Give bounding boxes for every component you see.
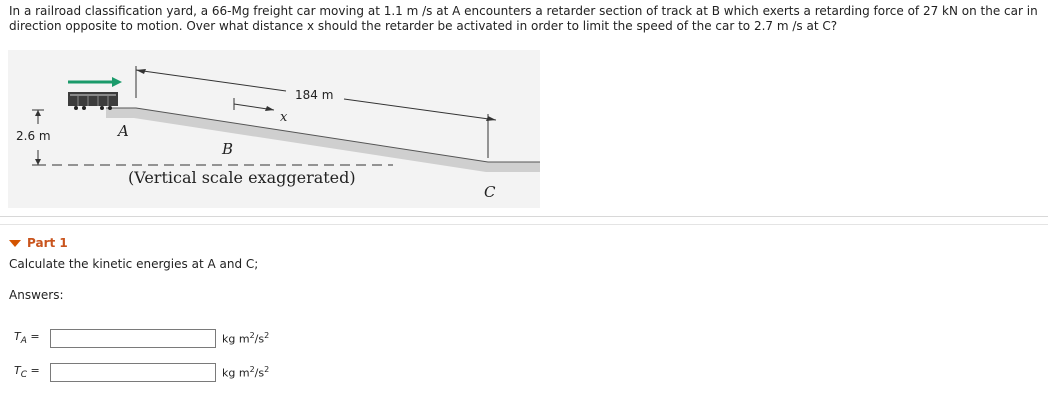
tc-unit: kg $m^2/s^2$ [222,365,270,380]
problem-line-2: direction opposite to motion. Over what distance x should the retarder be activated in order to limit the speed of the car to 2.7 m /s at C? [9,19,838,33]
ta-unit: kg $m^2/s^2$ [222,331,270,346]
length-label: 184 m [295,88,334,102]
answers-label: Answers: [9,288,64,302]
ta-label: $T_A$ = [14,330,40,347]
point-b-label: B [222,140,234,158]
answer-row-ta [14,329,269,348]
height-label: 2.6 m [16,129,51,143]
tc-input[interactable] [50,363,216,382]
section-divider-2 [0,224,1048,225]
section-divider [0,216,1048,217]
problem-statement [9,4,1048,34]
railroad-figure [8,50,540,208]
ta-input[interactable] [50,329,216,348]
point-c-label: C [484,183,496,201]
point-a-label: A [118,122,129,140]
part-title[interactable]: Part 1 [27,236,68,250]
problem-line-1: In a railroad classification yard, a 66-Mg freight car moving at 1.1 m /s at A encounters a retarder section of track at B which exerts a retarding force of 27 kN on the car in [9,4,1038,18]
part-1-header[interactable] [9,236,68,250]
x-label: x [280,110,288,125]
collapse-triangle-icon[interactable] [9,240,21,247]
part-instruction: Calculate the kinetic energies at A and C; [9,257,259,271]
figure-caption: (Vertical scale exaggerated) [128,168,356,187]
tc-label: $T_C$ = [14,364,40,381]
answer-row-tc [14,363,269,382]
